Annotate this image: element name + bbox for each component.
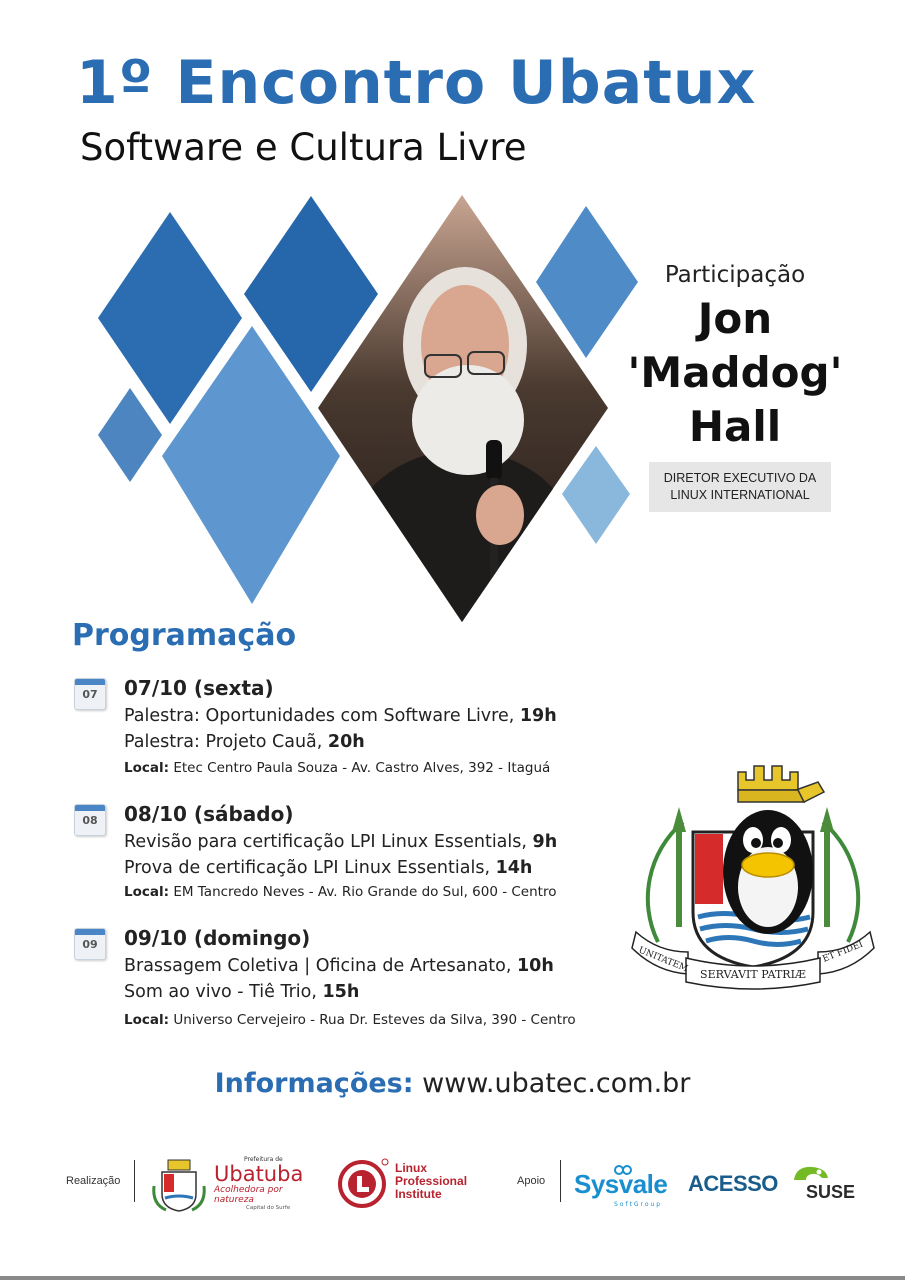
event-line: Brassagem Coletiva | Oficina de Artesanato, 10h: [124, 956, 554, 976]
event-time: 9h: [532, 832, 558, 852]
info-line: [0, 1068, 905, 1099]
event-line: Som ao vivo - Tiê Trio, 15h: [124, 982, 360, 1002]
ubatuba-coat-of-arms-icon: [150, 1156, 208, 1214]
suse-wordmark: SUSE: [806, 1182, 856, 1202]
sponsor-footer: [0, 1150, 905, 1220]
event-location: Local: EM Tancredo Neves - Av. Rio Grande do Sul, 600 - Centro: [124, 884, 557, 900]
speaker-name-line: Jon: [697, 294, 773, 343]
crest-banner-left: UNITATEM: [636, 945, 690, 975]
speaker-role-line: DIRETOR EXECUTIVO DA: [663, 471, 817, 485]
event-location: Local: Universo Cervejeiro - Rua Dr. Esteves da Silva, 390 - Centro: [124, 1012, 576, 1028]
suse-chameleon-icon: [792, 1164, 830, 1184]
ubatux-crest-logo: [628, 752, 878, 992]
event-line: Prova de certificação LPI Linux Essentials, 14h: [124, 858, 533, 878]
lpi-line: Professional: [395, 1174, 468, 1188]
event-time: 19h: [519, 706, 557, 726]
sysvale-name: Sysvale: [574, 1169, 668, 1199]
info-label: Informações:: [214, 1068, 414, 1099]
event-time: 15h: [322, 982, 360, 1002]
prefeitura-capital: Capital do Surfe: [246, 1205, 291, 1211]
diamond-shape: [98, 388, 162, 482]
speaker-name-line: Hall: [688, 402, 782, 451]
calendar-day-number: 09: [82, 938, 98, 951]
acesso-logo: ACESSO: [688, 1171, 778, 1196]
crest-banner-right: ET FIDEI: [821, 939, 865, 965]
program-day: [74, 802, 654, 912]
calendar-icon: [74, 804, 106, 836]
event-subtitle: Software e Cultura Livre: [80, 126, 527, 169]
calendar-icon: [74, 678, 106, 710]
speaker-name-line: 'Maddog': [627, 348, 843, 397]
speaker-name: [615, 292, 855, 454]
apoio-label: Apoio: [517, 1175, 546, 1187]
program-title: Programação: [72, 618, 297, 653]
prefeitura-ubatuba-logo: [214, 1156, 314, 1211]
program-day: [74, 926, 654, 1036]
info-url[interactable]: www.ubatec.com.br: [422, 1068, 691, 1099]
prefeitura-tagline: Acolhedora por natureza: [214, 1185, 283, 1205]
sysvale-sub: SoftGroup: [614, 1201, 663, 1208]
participation-label: Participação: [664, 262, 806, 288]
event-title: 1º Encontro Ubatux: [76, 48, 757, 118]
footer-divider: [134, 1160, 135, 1202]
lpi-line: Institute: [395, 1187, 442, 1201]
speaker-role-badge: [649, 462, 831, 512]
calendar-day-number: 08: [82, 814, 98, 827]
calendar-icon: [74, 928, 106, 960]
day-date: 08/10 (sábado): [124, 802, 294, 826]
event-time: 10h: [517, 956, 554, 976]
lpi-wordmark: [395, 1162, 467, 1201]
event-line: Palestra: Projeto Cauã, 20h: [124, 732, 365, 752]
program-day: [74, 676, 654, 786]
event-time: 14h: [495, 858, 533, 878]
day-date: 07/10 (sexta): [124, 676, 274, 700]
footer-divider: [560, 1160, 561, 1202]
sysvale-rings-icon: [612, 1160, 634, 1168]
diamond-shape: [562, 446, 630, 544]
calendar-day-number: 07: [82, 688, 98, 701]
realizacao-label: Realização: [66, 1175, 121, 1187]
lpi-logo-icon: [336, 1156, 390, 1210]
event-line: Palestra: Oportunidades com Software Livre, 19h: [124, 706, 557, 726]
lpi-line: Linux: [395, 1161, 427, 1175]
diamond-artwork: [90, 190, 650, 630]
day-date: 09/10 (domingo): [124, 926, 311, 950]
prefeitura-name: Ubatuba: [214, 1162, 304, 1186]
event-line: Revisão para certificação LPI Linux Essentials, 9h: [124, 832, 558, 852]
speaker-role-line: LINUX INTERNATIONAL: [670, 488, 810, 502]
event-time: 20h: [327, 732, 365, 752]
bottom-rule: [0, 1276, 905, 1280]
crest-banner-center: SERVAVIT PATRIÆ: [700, 968, 806, 981]
prefeitura-small: Prefeitura de: [244, 1156, 283, 1163]
event-location: Local: Etec Centro Paula Souza - Av. Castro Alves, 392 - Itaguá: [124, 760, 551, 776]
